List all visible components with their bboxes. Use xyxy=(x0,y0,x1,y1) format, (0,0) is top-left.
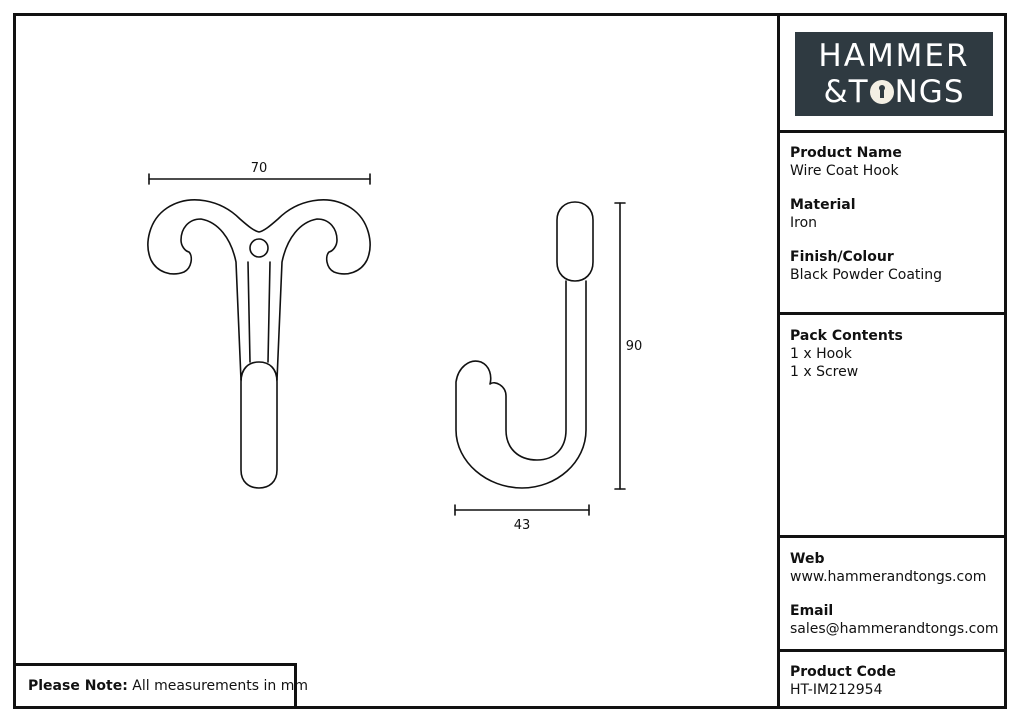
hook-side-view xyxy=(456,202,593,488)
dimension-label-width-side: 43 xyxy=(513,518,531,533)
pack-item: 1 x Screw xyxy=(790,364,859,380)
note-text: All measurements in mm xyxy=(132,678,308,694)
material-label: Material xyxy=(790,197,856,213)
dimension-label-width-front: 70 xyxy=(250,161,268,176)
pack-contents-label: Pack Contents xyxy=(790,328,903,344)
email-value[interactable]: sales@hammerandtongs.com xyxy=(790,621,999,637)
product-name-value: Wire Coat Hook xyxy=(790,163,899,179)
product-code-label: Product Code xyxy=(790,664,897,680)
logo-ampersand-t: &T xyxy=(823,74,869,110)
logo-ngs: NGS xyxy=(894,74,965,110)
finish-value: Black Powder Coating xyxy=(790,267,943,283)
web-label: Web xyxy=(790,551,825,567)
dimension-line-width-side xyxy=(455,505,589,515)
dimension-label-height-side: 90 xyxy=(625,339,643,354)
logo-text-top: HAMMER xyxy=(818,38,970,74)
email-label: Email xyxy=(790,603,834,619)
dimension-line-height-side xyxy=(615,203,625,489)
product-code-value: HT-IM212954 xyxy=(790,682,883,698)
product-name-label: Product Name xyxy=(790,145,902,161)
finish-label: Finish/Colour xyxy=(790,249,894,265)
pack-item: 1 x Hook xyxy=(790,346,852,362)
material-value: Iron xyxy=(790,215,818,231)
web-value[interactable]: www.hammerandtongs.com xyxy=(790,569,987,585)
note-label: Please Note: xyxy=(28,678,128,694)
hook-front-view xyxy=(148,200,370,488)
